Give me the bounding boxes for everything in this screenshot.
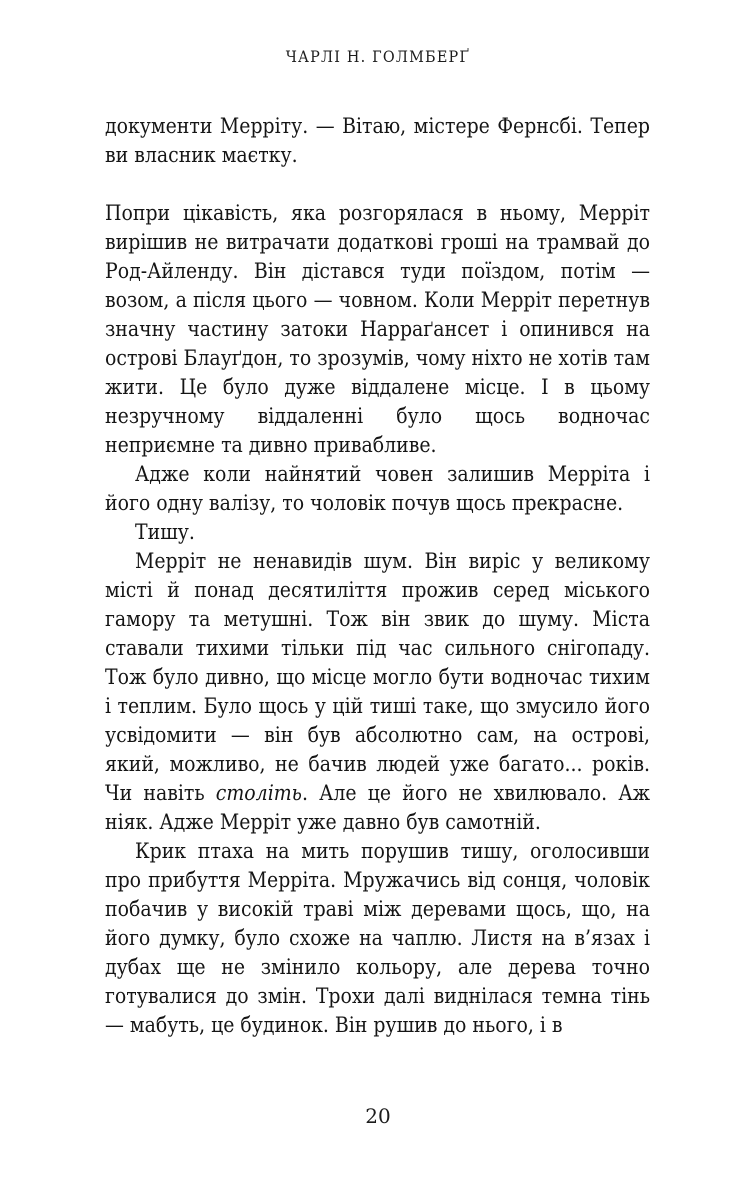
body-text [105, 112, 650, 1040]
paragraph-5-text-end: . Але це його не хвилювало. Аж ніяк. Адже Мерріт уже давно був самотній. [105, 781, 651, 834]
paragraph-2: Попри цікавість, яка розгорялася в ньому, Мерріт вирішив не витрачати додаткові гроші на трамвай до Род-Айленду. Він дістався туди поїздом, потім — возом, а після цього — човном. Коли Мерріт перетнув значну частину затоки Нарраґансет і опинився на острові Блауґдон, то зрозумів, чому ніхто не хотів там жити. Це було дуже віддалене місце. І в цьому незручному віддаленні було щось водночас неприємне та дивно привабливе. [105, 201, 650, 457]
paragraph-5 [105, 547, 650, 837]
page-number: 20 [365, 1104, 391, 1128]
paragraph-3: Адже коли найнятий човен залишив Мерріта і його одну валізу, то чоловік почув щось прекрасне. [105, 462, 650, 515]
paragraph-6: Крик птаха на мить порушив тишу, оголосивши про прибуття Мерріта. Мружачись від сонця, чоловік побачив у високій траві між деревами щось, що, на його думку, було схоже на чаплю. Листя на в’язах і дубах ще не змінило кольору, але дерева точно готувалися до змін. Трохи далі виднілася темна тінь — мабуть, це будинок. Він рушив до нього, і в [105, 839, 650, 1037]
paragraph-1-continuation: документи Мерріту. — Вітаю, містере Фернсбі. Тепер ви власник маєтку. [105, 114, 650, 167]
paragraph-5-italic-word: століть [215, 781, 302, 805]
running-head-author: ЧАРЛІ Н. ГОЛМБЕРҐ [285, 47, 471, 66]
paragraph-4: Тишу. [135, 520, 195, 544]
paragraph-5-text-start: Мерріт не ненавидів шум. Він виріс у великому місті й понад десятиліття прожив серед міського гамору та метушні. Тож він звик до шуму. Міста ставали тихими тільки під час сильного снігопаду. Тож було дивно, що місце могло бути водночас тихим і теплим. Було щось у цій тиші таке, що змусило його усвідомити — він був абсолютно сам, на острові, який, можливо, не бачив людей уже багато... років. Чи навіть [105, 549, 650, 805]
